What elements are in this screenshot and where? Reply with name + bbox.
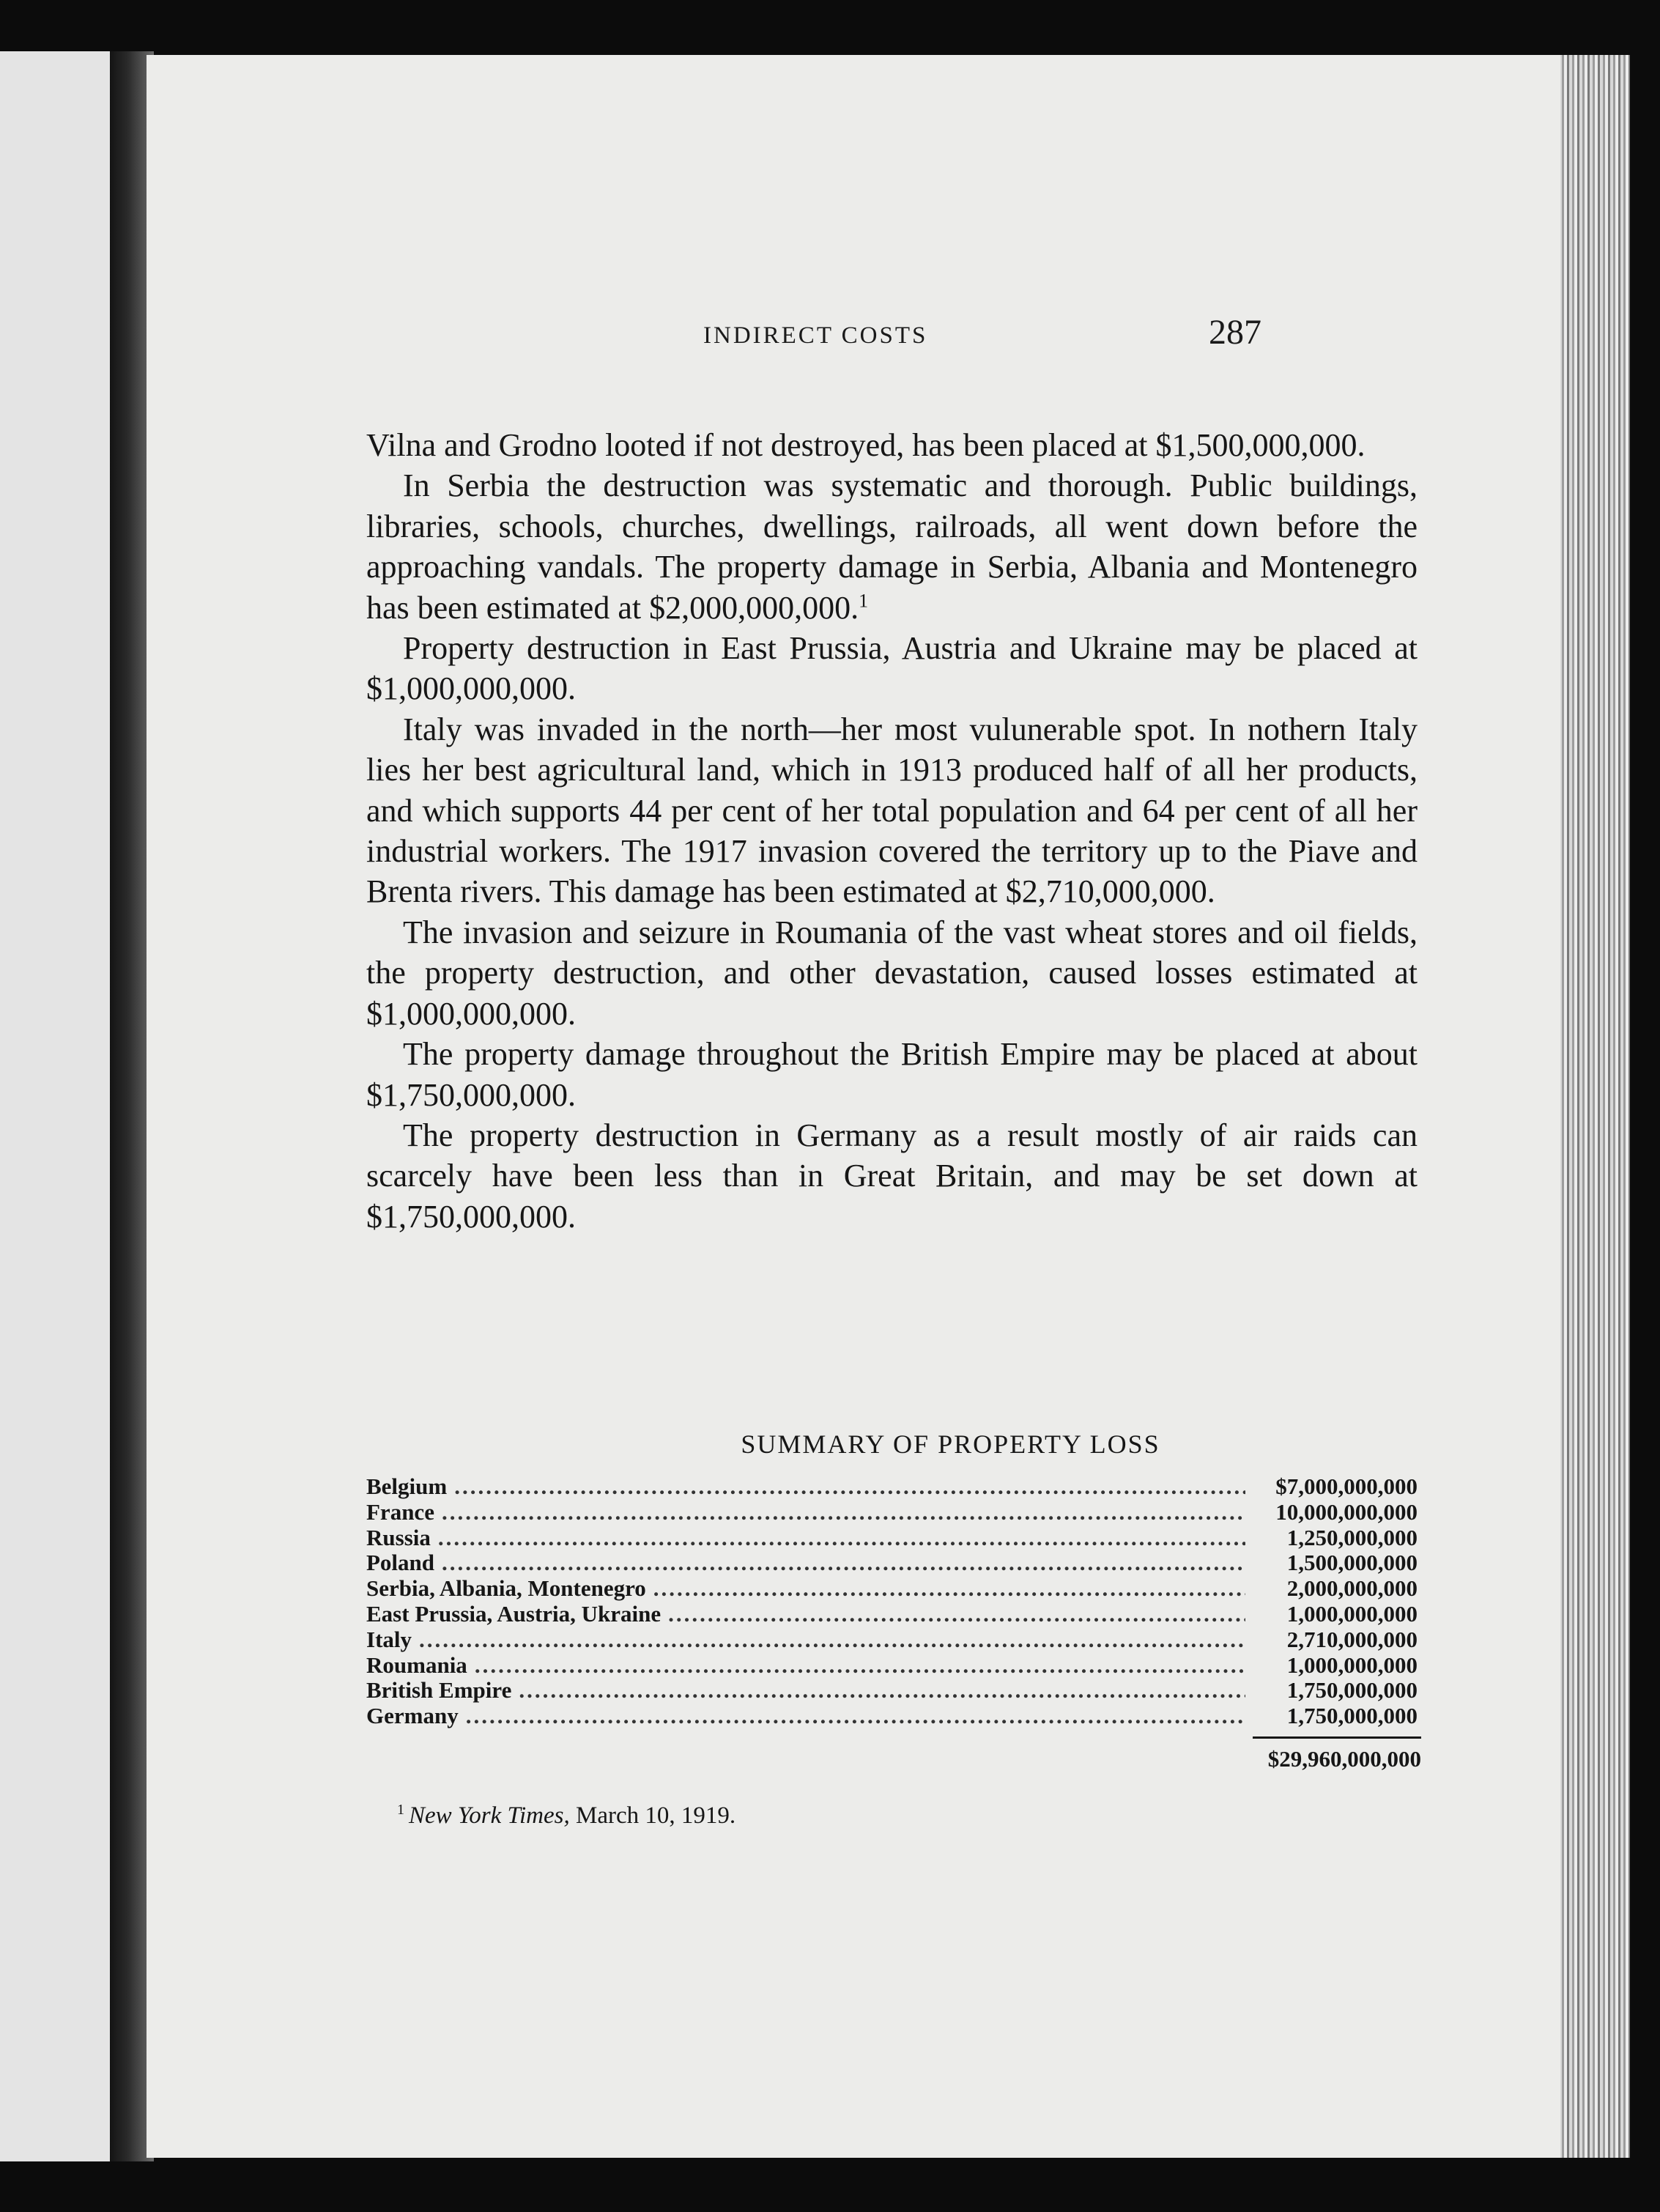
paragraph: Italy was invaded in the north—her most vulunerable spot. In nothern Italy lies her best agricultural land, which in 1913 produced half of all her products, and which supports 44 per cent of her total population and 64 per cent of all her industrial workers. The 1917 invasion covered the territory up to the Piave and Brenta rivers. This damage has been estimated at $2,710,000,000. [366,711,1418,910]
dot-leader [475,1653,1245,1679]
summary-row [366,1474,1418,1500]
body-text [366,425,1418,1237]
summary-title: SUMMARY OF PROPERTY LOSS [741,1429,1160,1459]
dot-leader [454,1474,1245,1500]
country-name: Roumania [366,1651,467,1678]
footnote-marker: 1 [859,589,869,611]
country-name: East Prussia, Austria, Ukraine [366,1600,662,1627]
page-number: 287 [1209,313,1261,352]
country-name: Belgium [366,1473,448,1499]
footnote-source: New York Times, [409,1802,570,1829]
paragraph: In Serbia the destruction was systematic and thorough. Public buildings, libraries, schools, churches, dwellings, railroads, all went down before the approaching vandals. The property damage in Serbia, Albania and Montenegro has been estimated at $2,000,000,000.$^1$ [366,467,1418,626]
country-name: Poland [366,1550,435,1576]
dot-leader [653,1576,1245,1602]
loss-amount: 1,000,000,000 [1286,1600,1418,1627]
paragraph: The invasion and seizure in Roumania of the vast wheat stores and oil fields, the property destruction, and other devastation, caused losses estimated at $1,000,000,000. [366,914,1418,1032]
dot-leader [442,1550,1245,1576]
paragraph: Vilna and Grodno looted if not destroyed, has been placed at $1,500,000,000. [366,427,1366,463]
country-name: Germany [366,1703,459,1729]
summary-row [366,1627,1418,1653]
country-name: Russia [366,1524,431,1550]
loss-amount: $7,000,000,000 [1275,1473,1418,1499]
summary-table [366,1429,1421,1772]
summary-row [366,1500,1418,1525]
loss-amount: 10,000,000,000 [1275,1498,1418,1525]
summary-total: $29,960,000,000 [1267,1745,1421,1772]
page-block-edges [1557,55,1630,2158]
country-name: Italy [366,1626,412,1652]
summary-row [366,1602,1418,1627]
dot-leader [419,1627,1245,1653]
paragraph: The property destruction in Germany as a result mostly of air raids can scarcely have been less than in Great Britain, and may be set down at $1,750,000,000. [366,1117,1418,1235]
loss-amount: 2,000,000,000 [1286,1575,1418,1602]
summary-row [366,1576,1418,1602]
country-name: British Empire [366,1677,512,1704]
running-head [147,313,1560,396]
loss-amount: 1,250,000,000 [1286,1524,1418,1550]
loss-amount: 1,500,000,000 [1286,1550,1418,1576]
summary-row [366,1653,1418,1679]
running-head-title: INDIRECT COSTS [703,322,928,349]
summary-row [366,1704,1418,1729]
summary-row [366,1525,1418,1551]
loss-amount: 2,710,000,000 [1286,1626,1418,1652]
dot-leader [466,1704,1245,1729]
dot-leader [442,1500,1245,1525]
loss-amount: 1,750,000,000 [1286,1677,1418,1704]
country-name: France [366,1498,434,1525]
summary-rows [366,1474,1418,1729]
book-page [147,55,1560,2158]
paragraph: Property destruction in East Prussia, Austria and Ukraine may be placed at $1,000,000,000. [366,630,1418,707]
country-name: Serbia, Albania, Montenegro [366,1575,646,1602]
loss-amount: 1,750,000,000 [1286,1703,1418,1729]
loss-amount: 1,000,000,000 [1286,1651,1418,1678]
total-rule [1253,1736,1421,1739]
summary-row [366,1678,1418,1704]
paragraph: The property damage throughout the British Empire may be placed at about $1,750,000,000. [366,1036,1418,1113]
dot-leader [668,1602,1245,1627]
summary-row [366,1550,1418,1576]
footnote-date: March 10, 1919. [576,1802,736,1829]
dot-leader [519,1678,1245,1704]
facing-page-edge [0,51,110,2161]
footnote [397,1802,735,1830]
dot-leader [438,1525,1245,1551]
footnote-number: 1 [397,1802,404,1818]
